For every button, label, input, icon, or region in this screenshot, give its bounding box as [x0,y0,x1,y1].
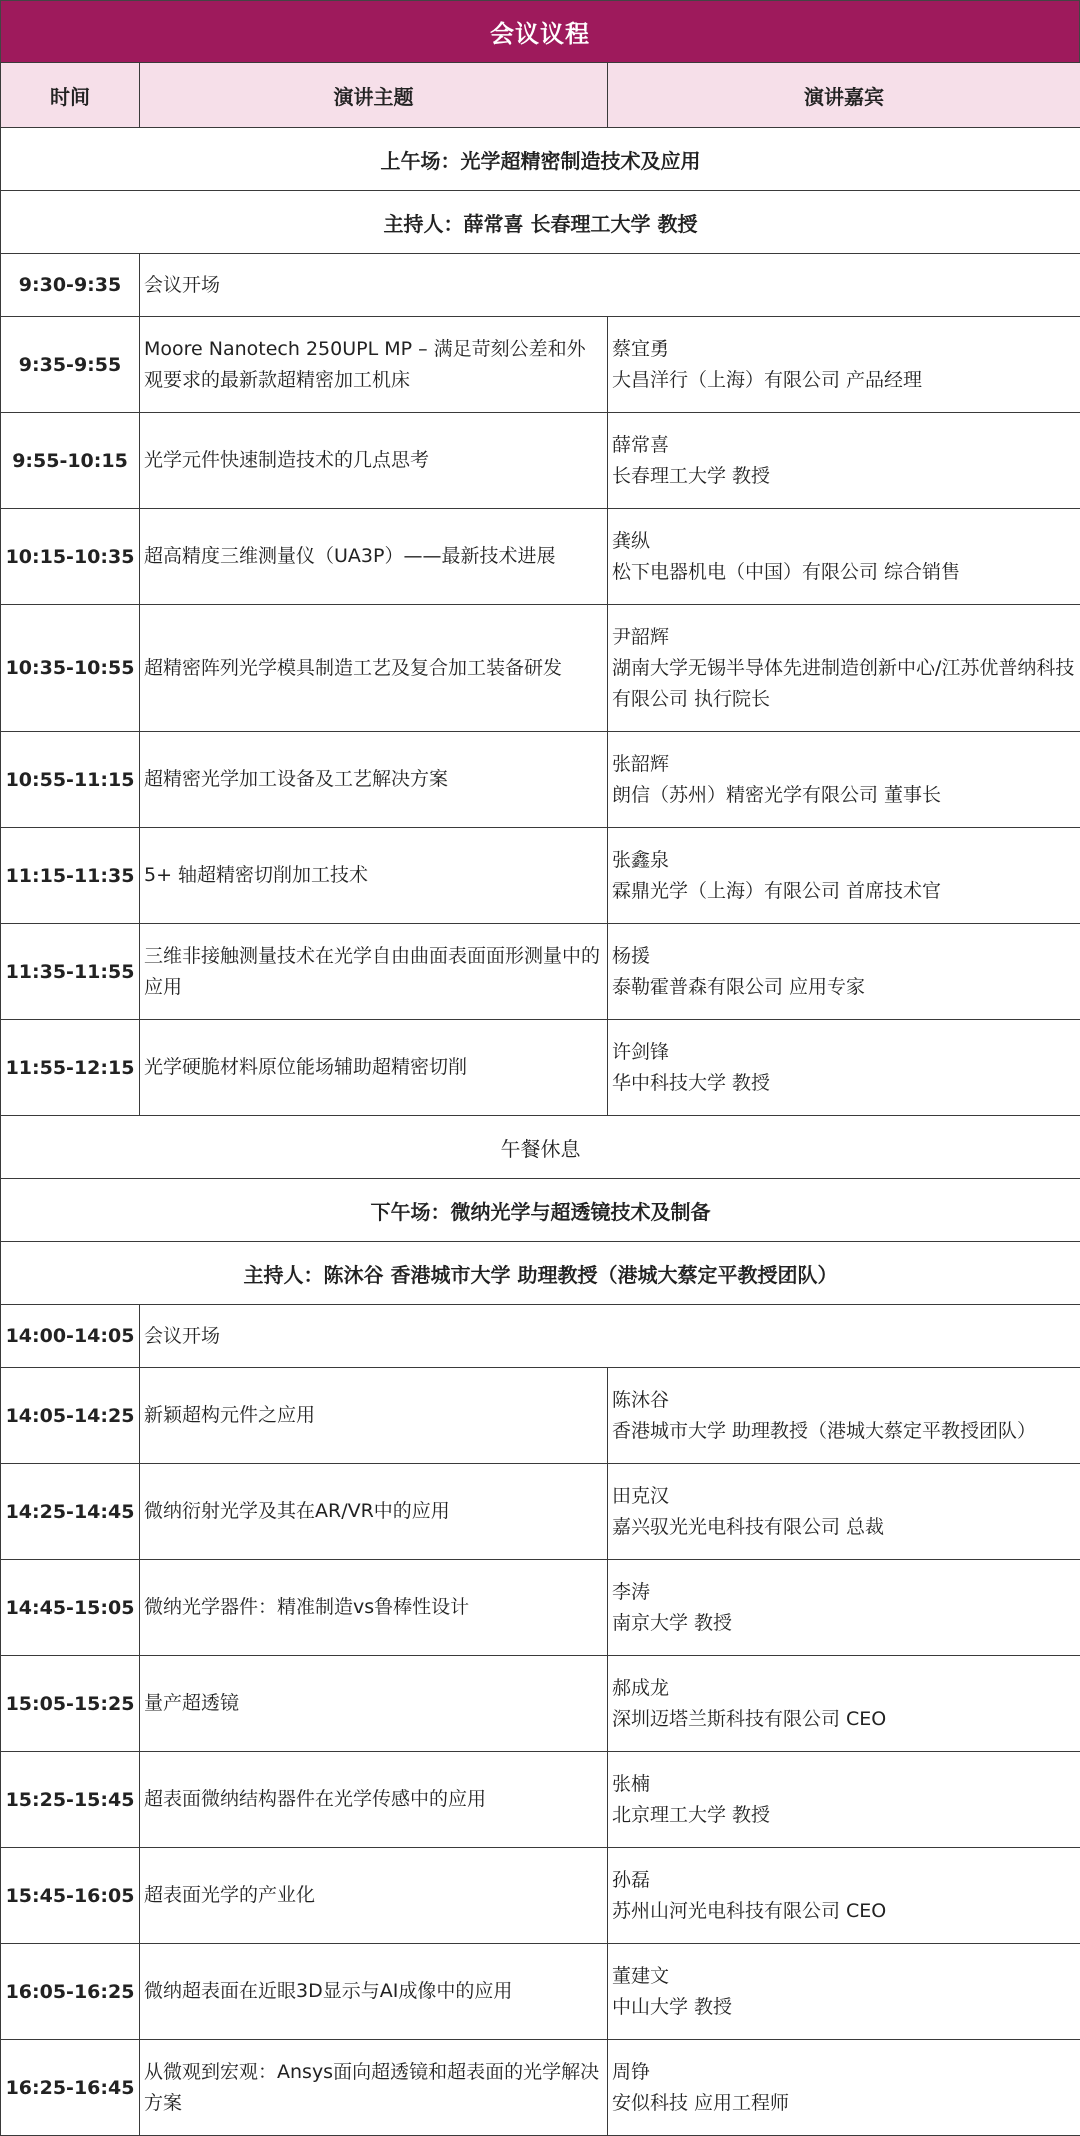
slot-speaker [608,317,1080,413]
afternoon-session-title: 下午场：微纳光学与超透镜技术及制备 [1,1179,1080,1242]
table-row [1,317,1080,413]
table-row [1,1305,1080,1368]
table-row [1,828,1080,924]
slot-topic: 光学元件快速制造技术的几点思考 [140,413,608,509]
morning-session-title: 上午场：光学超精密制造技术及应用 [1,128,1080,191]
table-row [1,1464,1080,1560]
slot-topic: 从微观到宏观：Ansys面向超透镜和超表面的光学解决方案 [140,2040,608,2136]
slot-speaker [608,1944,1080,2040]
slot-topic: 微纳超表面在近眼3D显示与AI成像中的应用 [140,1944,608,2040]
afternoon-host: 主持人：陈沐谷 香港城市大学 助理教授（港城大蔡定平教授团队） [1,1242,1080,1305]
speaker-name: 郝成龙 [612,1673,1076,1704]
table-row [1,1848,1080,1944]
speaker-org: 南京大学 教授 [612,1608,1076,1639]
speaker-org: 嘉兴驭光光电科技有限公司 总裁 [612,1512,1076,1543]
slot-speaker [608,2040,1080,2136]
agenda-title: 会议议程 [0,0,1080,62]
speaker-org: 大昌洋行（上海）有限公司 产品经理 [612,365,1076,396]
morning-host: 主持人：薛常喜 长春理工大学 教授 [1,191,1080,254]
speaker-name: 田克汉 [612,1481,1076,1512]
speaker-name: 陈沐谷 [612,1385,1076,1416]
speaker-org: 湖南大学无锡半导体先进制造创新中心/江苏优普纳科技有限公司 执行院长 [612,653,1076,715]
speaker-name: 蔡宜勇 [612,334,1076,365]
table-row [1,1020,1080,1116]
slot-time: 14:00-14:05 [1,1305,140,1368]
slot-time: 10:55-11:15 [1,732,140,828]
slot-topic: 会议开场 [140,1305,1080,1368]
slot-speaker [608,924,1080,1020]
slot-speaker [608,1752,1080,1848]
afternoon-host-row [1,1242,1080,1305]
speaker-org: 北京理工大学 教授 [612,1800,1076,1831]
slot-speaker [608,1368,1080,1464]
speaker-name: 张楠 [612,1769,1076,1800]
speaker-name: 薛常喜 [612,430,1076,461]
slot-topic: 三维非接触测量技术在光学自由曲面表面面形测量中的应用 [140,924,608,1020]
slot-time: 14:05-14:25 [1,1368,140,1464]
speaker-name: 孙磊 [612,1865,1076,1896]
slot-speaker [608,1656,1080,1752]
slot-time: 11:35-11:55 [1,924,140,1020]
speaker-name: 周铮 [612,2057,1076,2088]
table-row [1,732,1080,828]
slot-speaker [608,732,1080,828]
table-row [1,605,1080,732]
speaker-org: 深圳迈塔兰斯科技有限公司 CEO [612,1704,1076,1735]
slot-topic: 微纳衍射光学及其在AR/VR中的应用 [140,1464,608,1560]
speaker-name: 杨援 [612,941,1076,972]
morning-host-row [1,191,1080,254]
slot-time: 16:05-16:25 [1,1944,140,2040]
slot-time: 9:35-9:55 [1,317,140,413]
table-row [1,413,1080,509]
slot-topic: 超高精度三维测量仪（UA3P）——最新技术进展 [140,509,608,605]
slot-topic: 新颖超构元件之应用 [140,1368,608,1464]
slot-time: 16:25-16:45 [1,2040,140,2136]
header-row [1,63,1080,128]
slot-speaker [608,1848,1080,1944]
slot-time: 15:05-15:25 [1,1656,140,1752]
slot-time: 9:30-9:35 [1,254,140,317]
speaker-org: 安似科技 应用工程师 [612,2088,1076,2119]
slot-topic: 光学硬脆材料原位能场辅助超精密切削 [140,1020,608,1116]
speaker-name: 尹韶辉 [612,622,1076,653]
slot-time: 14:25-14:45 [1,1464,140,1560]
speaker-name: 张鑫泉 [612,845,1076,876]
header-speaker: 演讲嘉宾 [608,63,1080,128]
slot-topic: 超表面光学的产业化 [140,1848,608,1944]
slot-time: 9:55-10:15 [1,413,140,509]
lunch-break: 午餐休息 [1,1116,1080,1179]
slot-time: 10:15-10:35 [1,509,140,605]
slot-topic: 超精密阵列光学模具制造工艺及复合加工装备研发 [140,605,608,732]
speaker-org: 霖鼎光学（上海）有限公司 首席技术官 [612,876,1076,907]
table-row [1,254,1080,317]
speaker-name: 董建文 [612,1961,1076,1992]
slot-topic: 会议开场 [140,254,1080,317]
afternoon-session-row [1,1179,1080,1242]
table-row [1,1752,1080,1848]
speaker-name: 李涛 [612,1577,1076,1608]
slot-time: 15:25-15:45 [1,1752,140,1848]
table-row [1,1944,1080,2040]
table-row [1,924,1080,1020]
slot-topic: 超表面微纳结构器件在光学传感中的应用 [140,1752,608,1848]
speaker-org: 长春理工大学 教授 [612,461,1076,492]
morning-session-row [1,128,1080,191]
slot-speaker [608,413,1080,509]
speaker-name: 龚纵 [612,526,1076,557]
slot-speaker [608,509,1080,605]
slot-speaker [608,1560,1080,1656]
lunch-row [1,1116,1080,1179]
slot-topic: Moore Nanotech 250UPL MP – 满足苛刻公差和外观要求的最新款超精密加工机床 [140,317,608,413]
speaker-org: 朗信（苏州）精密光学有限公司 董事长 [612,780,1076,811]
slot-time: 11:55-12:15 [1,1020,140,1116]
table-row [1,1656,1080,1752]
slot-speaker [608,828,1080,924]
slot-topic: 5+ 轴超精密切削加工技术 [140,828,608,924]
slot-topic: 量产超透镜 [140,1656,608,1752]
slot-speaker [608,1020,1080,1116]
speaker-name: 张韶辉 [612,749,1076,780]
header-topic: 演讲主题 [140,63,608,128]
slot-speaker [608,1464,1080,1560]
header-time: 时间 [1,63,140,128]
speaker-name: 许剑锋 [612,1037,1076,1068]
speaker-org: 松下电器机电（中国）有限公司 综合销售 [612,557,1076,588]
slot-time: 10:35-10:55 [1,605,140,732]
speaker-org: 泰勒霍普森有限公司 应用专家 [612,972,1076,1003]
slot-time: 14:45-15:05 [1,1560,140,1656]
speaker-org: 苏州山河光电科技有限公司 CEO [612,1896,1076,1927]
slot-topic: 超精密光学加工设备及工艺解决方案 [140,732,608,828]
slot-topic: 微纳光学器件：精准制造vs鲁棒性设计 [140,1560,608,1656]
table-row [1,1560,1080,1656]
speaker-org: 中山大学 教授 [612,1992,1076,2023]
table-row [1,509,1080,605]
agenda-table [0,62,1080,2136]
table-row [1,1368,1080,1464]
slot-time: 11:15-11:35 [1,828,140,924]
table-row [1,2040,1080,2136]
speaker-org: 华中科技大学 教授 [612,1068,1076,1099]
speaker-org: 香港城市大学 助理教授（港城大蔡定平教授团队） [612,1416,1076,1447]
slot-speaker [608,605,1080,732]
slot-time: 15:45-16:05 [1,1848,140,1944]
